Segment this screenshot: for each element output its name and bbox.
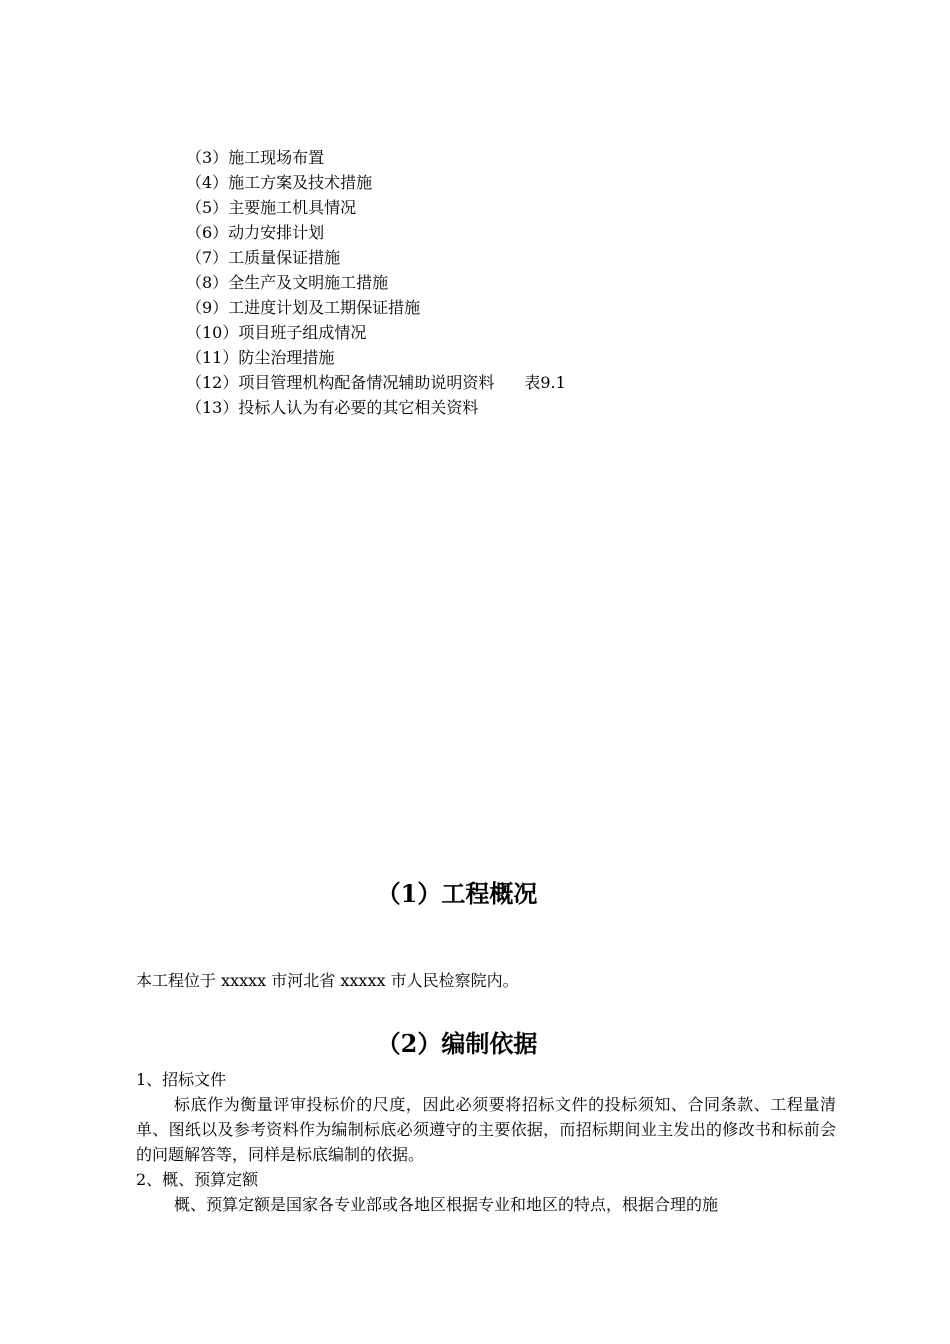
toc-item: （7）工质量保证措施: [186, 248, 341, 267]
basis-item-body: 概、预算定额是国家各专业部或各地区根据专业和地区的特点，根据合理的施: [174, 1195, 719, 1214]
table-reference: 表9.1: [524, 373, 566, 392]
toc-list: [186, 145, 566, 420]
section-heading-project-overview: （1）工程概况: [376, 879, 538, 908]
basis-item-budget-quota: [136, 1167, 836, 1217]
toc-item: （6）动力安排计划: [186, 223, 325, 242]
toc-item: （4）施工方案及技术措施: [186, 173, 373, 192]
basis-item-tender-documents: [136, 1067, 836, 1167]
basis-item-label: 1、招标文件: [136, 1070, 227, 1089]
toc-item: （3）施工现场布置: [186, 148, 325, 167]
section-heading-compilation-basis: （2）编制依据: [376, 1029, 538, 1058]
basis-item-body: 标底作为衡量评审投标价的尺度，因此必须要将招标文件的投标须知、合同条款、工程量清单、图纸以及参考资料作为编制标底必须遵守的主要依据，而招标期间业主发出的修改书和标前会的问题解答等，同样是标底编制的依据。: [136, 1095, 836, 1164]
toc-item: （12）项目管理机构配备情况辅助说明资料 表9.1: [186, 373, 566, 392]
toc-item: （10）项目班子组成情况: [186, 323, 367, 342]
toc-item: （8）全生产及文明施工措施: [186, 273, 389, 292]
toc-item: （5）主要施工机具情况: [186, 198, 357, 217]
toc-item: （11）防尘治理措施: [186, 348, 335, 367]
toc-item: （13）投标人认为有必要的其它相关资料: [186, 398, 479, 417]
project-location-text: 本工程位于 xxxxx 市河北省 xxxxx 市人民检察院内。: [136, 971, 519, 990]
basis-item-label: 2、概、预算定额: [136, 1170, 259, 1189]
toc-item: （9）工进度计划及工期保证措施: [186, 298, 421, 317]
